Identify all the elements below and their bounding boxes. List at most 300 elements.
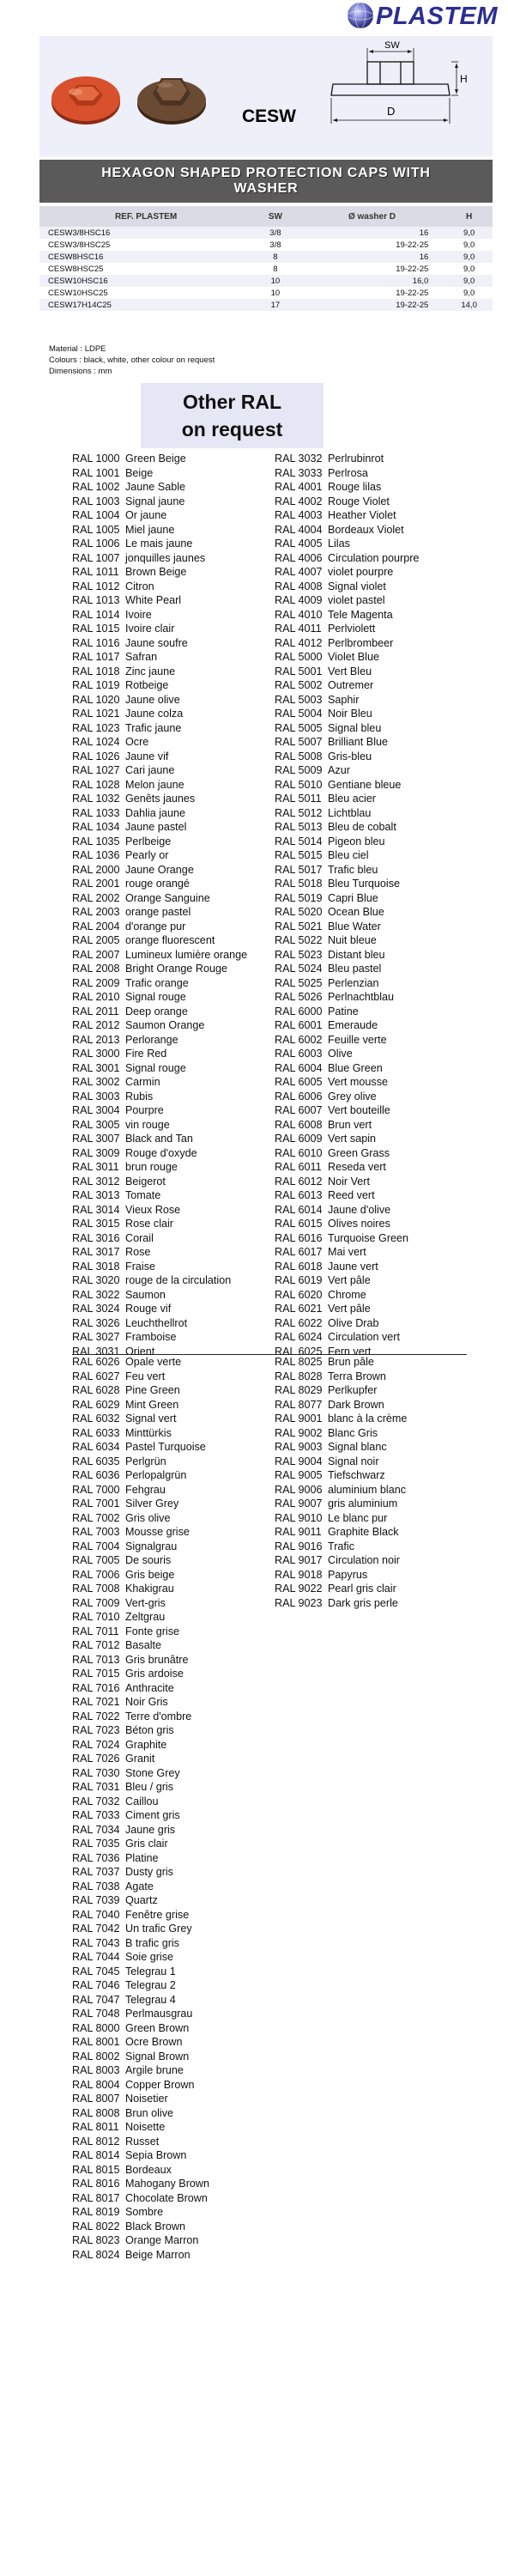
ral-list-item [72, 976, 247, 991]
ral-code: RAL 9011 [275, 1526, 322, 1538]
ral-colour-name: Blue Water [328, 920, 381, 933]
ral-colour-name: gris aluminium [328, 1498, 398, 1510]
ral-colour-name: Blue Green [328, 1061, 383, 1074]
ral-colour-name: d'orange pur [125, 920, 186, 933]
ral-list-item [275, 948, 419, 963]
ral-code: RAL 1007 [72, 551, 120, 564]
ral-list-item [72, 1426, 209, 1441]
table-cell: 14,0 [445, 299, 493, 311]
ral-list-item [275, 1217, 419, 1231]
ral-code: RAL 7022 [72, 1710, 120, 1722]
ral-code: RAL 7036 [72, 1851, 120, 1864]
ral-code: RAL 3013 [72, 1189, 120, 1201]
ral-list-item [72, 466, 247, 481]
ral-colour-name: Signal Brown [125, 2050, 190, 2063]
ral-colour-name: Safran [125, 651, 158, 663]
ral-colour-name: Minttürkis [125, 1426, 172, 1439]
ral-list-item [72, 1302, 247, 1316]
ral-code: RAL 1011 [72, 566, 119, 578]
ral-code: RAL 5009 [275, 764, 323, 776]
ral-code: RAL 5023 [275, 948, 323, 961]
ral-code: RAL 4002 [275, 495, 323, 507]
ral-colour-name: violet pastel [328, 594, 385, 606]
ral-list-item [275, 1175, 419, 1189]
ral-list-item [72, 1738, 209, 1753]
ral-list-item [72, 721, 247, 736]
ral-code: RAL 6014 [275, 1203, 323, 1216]
ral-code: RAL 6005 [275, 1076, 323, 1088]
ral-colour-name: Opale verte [125, 1356, 182, 1368]
ral-colour-name: Vert Bleu [328, 665, 372, 677]
ral-colour-name: Mahogany Brown [125, 2178, 210, 2190]
ral-list-item [275, 580, 419, 594]
ral-colour-name: Ocean Blue [328, 906, 384, 918]
ral-list-item [72, 1978, 209, 1993]
ral-code: RAL 3020 [72, 1274, 120, 1286]
col-header-h: H [445, 206, 493, 227]
ral-list-item [72, 2163, 209, 2178]
ral-code: RAL 1013 [72, 594, 120, 606]
ral-code: RAL 2004 [72, 920, 120, 933]
ral-code: RAL 5018 [275, 878, 323, 890]
ral-colour-name: Sombre [125, 2206, 164, 2218]
ral-colour-name: Signal violet [328, 580, 386, 592]
ral-colour-name: Tele Magenta [328, 608, 393, 621]
ral-colour-name: violet pourpre [328, 566, 394, 578]
ral-colour-name: Jaune Orange [125, 863, 194, 876]
ral-list-item [72, 523, 247, 538]
ral-colour-name: Fenêtre grise [125, 1908, 190, 1921]
ral-code: RAL 3031 [72, 1345, 120, 1358]
ral-code: RAL 7006 [72, 1568, 120, 1581]
ral-list-item [72, 1355, 209, 1370]
table-cell: CESW3/8HSC25 [48, 240, 111, 250]
ral-colour-name: Emeraude [328, 1019, 378, 1031]
ral-list-item [72, 2248, 209, 2263]
ral-code: RAL 5008 [275, 750, 323, 762]
ral-list-item [275, 593, 419, 608]
table-cell: 8 [273, 264, 278, 274]
ral-list-item [72, 920, 247, 934]
ral-list-item [275, 1316, 419, 1331]
ral-list-item [72, 1880, 209, 1894]
ral-list-item [72, 1075, 247, 1090]
ral-code: RAL 5011 [275, 793, 322, 805]
ral-colour-name: Trafic [328, 1540, 355, 1552]
ral-code: RAL 5007 [275, 736, 323, 748]
ral-code: RAL 9017 [275, 1554, 323, 1566]
ral-list-item [275, 1146, 419, 1161]
table-cell: 9,0 [445, 227, 493, 239]
table-cell: 19-22-25 [396, 288, 429, 298]
ral-colour-name: Beigerot [125, 1175, 166, 1188]
ral-code: RAL 5004 [275, 708, 323, 720]
ral-list-item [275, 750, 419, 764]
ral-code: RAL 6015 [275, 1218, 323, 1230]
ral-code: RAL 9002 [275, 1426, 323, 1439]
ral-list-item [72, 2120, 209, 2135]
ral-list-item [275, 1033, 419, 1048]
ral-code: RAL 6035 [72, 1455, 120, 1467]
ral-list-item [72, 1511, 209, 1526]
ral-list-item [72, 792, 247, 806]
ral-colour-name: Orient [125, 1345, 155, 1358]
ral-code: RAL 7026 [72, 1753, 120, 1765]
ral-code: RAL 9005 [275, 1469, 323, 1481]
ral-code: RAL 1020 [72, 693, 120, 706]
ral-colour-name: Signal vert [125, 1413, 177, 1425]
ral-code: RAL 3002 [72, 1076, 120, 1088]
ral-colour-name: Melon jaune [125, 778, 184, 791]
ral-code: RAL 5005 [275, 721, 323, 734]
ral-code: RAL 3003 [72, 1090, 120, 1103]
ral-colour-name: Olive [328, 1048, 353, 1060]
ral-colour-name: Beige Marron [125, 2248, 190, 2261]
ral-code: RAL 4004 [275, 523, 323, 536]
ral-code: RAL 1034 [72, 821, 120, 833]
ral-list-item [275, 693, 419, 708]
ral-code: RAL 8003 [72, 2064, 120, 2076]
table-cell: 10 [270, 288, 281, 298]
ral-list-item [275, 1160, 419, 1175]
ral-list-item [72, 1893, 209, 1908]
red-cap-image [50, 66, 122, 126]
ral-code: RAL 6010 [275, 1146, 323, 1159]
ral-colour-name: Pigeon bleu [328, 835, 385, 848]
ral-list-item [275, 1203, 419, 1218]
ral-list-item [72, 1540, 209, 1554]
ral-colour-name: Brown Beige [125, 566, 187, 578]
ral-colour-name: Noir Vert [328, 1175, 370, 1188]
table-cell: 3/8 [269, 240, 281, 250]
ral-list-item [72, 593, 247, 608]
ral-code: RAL 1026 [72, 750, 120, 762]
ral-code: RAL 7039 [72, 1894, 120, 1906]
ral-list-item [275, 877, 419, 891]
ral-list-item [72, 1260, 247, 1274]
ral-list-item [275, 848, 419, 863]
ral-colour-name: Deep orange [125, 1005, 188, 1018]
ral-colour-name: Carmin [125, 1076, 160, 1088]
ral-colour-name: Violet Blue [328, 651, 379, 663]
ral-list-item [72, 1766, 209, 1781]
ral-list-item [72, 1610, 209, 1625]
ral-code: RAL 5026 [275, 991, 323, 1003]
ral-code: RAL 9010 [275, 1511, 323, 1524]
ral-list-item [72, 2078, 209, 2093]
ral-colour-name: Dark Brown [328, 1398, 384, 1411]
ral-colour-name: Black Brown [125, 2220, 185, 2233]
ral-colour-name: Leuchthellrot [125, 1316, 188, 1329]
ral-code: RAL 7004 [72, 1540, 120, 1552]
ral-list-item [275, 1370, 407, 1384]
ral-list-item [275, 1090, 419, 1104]
ral-colour-name: Mai vert [328, 1246, 366, 1258]
ral-list-item [275, 1426, 407, 1441]
ral-colour-name: Perlgrün [125, 1455, 166, 1467]
ral-list-item [275, 835, 419, 849]
ral-list-item [72, 1936, 209, 1951]
ral-colour-name: Trafic bleu [328, 863, 378, 876]
ral-code: RAL 1002 [72, 481, 120, 493]
ral-list-item [72, 1330, 247, 1345]
ral-colour-name: Jaune d'olive [328, 1203, 391, 1216]
ral-colour-name: Noisette [125, 2121, 166, 2133]
ral-colour-name: Beige [125, 466, 154, 479]
table-cell: 16,0 [299, 275, 446, 287]
ral-list-item [275, 1440, 407, 1455]
ral-colour-name: Gris beige [125, 1568, 175, 1581]
ral-colour-name: Perlnachtblau [328, 991, 395, 1003]
ral-colour-name: Vert pâle [328, 1303, 371, 1315]
ral-list-item [72, 678, 247, 693]
ral-list-item [275, 1455, 407, 1469]
ral-code: RAL 8024 [72, 2248, 120, 2261]
table-row [39, 275, 493, 287]
ral-colour-name: Dark gris perle [328, 1596, 398, 1609]
ral-colour-name: Distant bleu [328, 948, 385, 961]
ral-list-item [275, 1511, 407, 1526]
ral-colour-name: Pourpre [125, 1104, 164, 1116]
ral-colour-name: Gentiane bleue [328, 778, 402, 791]
ral-code: RAL 6028 [72, 1384, 120, 1396]
ral-code: RAL 1032 [72, 793, 120, 805]
ral-code: RAL 4011 [275, 623, 322, 635]
ral-colour-name: Fraise [125, 1260, 155, 1273]
ral-code: RAL 1014 [72, 608, 120, 621]
ral-code: RAL 8077 [275, 1398, 323, 1411]
ral-list-item [72, 1553, 209, 1568]
ral-code: RAL 6024 [275, 1331, 323, 1343]
ral-list-item [275, 820, 419, 835]
ral-list-item [72, 835, 247, 849]
ral-code: RAL 7044 [72, 1951, 120, 1963]
table-cell: 9,0 [463, 264, 475, 274]
brown-cap-image [136, 66, 208, 126]
ral-code: RAL 1023 [72, 721, 120, 734]
ral-colour-name: Saumon Orange [125, 1019, 205, 1031]
ral-code: RAL 2003 [72, 906, 120, 918]
ral-code: RAL 5013 [275, 821, 323, 833]
ral-code: RAL 1003 [72, 495, 120, 507]
ral-list-item [72, 1823, 209, 1838]
ral-colour-name: brun rouge [125, 1161, 178, 1173]
ral-list-item [72, 1653, 209, 1668]
ral-code: RAL 7032 [72, 1795, 120, 1807]
ral-list-item [72, 1837, 209, 1851]
ral-colour-name: Rose clair [125, 1218, 173, 1230]
banner-line-1: HEXAGON SHAPED PROTECTION CAPS WITH [101, 166, 431, 180]
ral-code: RAL 8023 [72, 2234, 120, 2246]
ral-colour-name: Noisetier [125, 2093, 168, 2105]
table-cell: 16 [299, 227, 446, 239]
ral-code: RAL 6026 [72, 1356, 120, 1368]
ral-code: RAL 7048 [72, 2008, 120, 2020]
ral-list-item [72, 565, 247, 580]
ral-colour-name: Green Grass [328, 1146, 390, 1159]
ral-list-item [275, 763, 419, 778]
ral-colour-name: Jaune pastel [125, 821, 187, 833]
ral-list-item [72, 1483, 209, 1498]
ral-list-item [72, 1033, 247, 1048]
ral-code: RAL 8008 [72, 2106, 120, 2119]
ral-code: RAL 5014 [275, 835, 323, 848]
ral-colour-name: Soie grise [125, 1951, 174, 1963]
ral-colour-name: orange pastel [125, 906, 191, 918]
ral-colour-name: Miel jaune [125, 523, 175, 536]
ral-colour-name: jonquilles jaunes [125, 551, 206, 564]
ral-colour-name: Brun vert [328, 1118, 372, 1131]
ral-list-item [72, 1795, 209, 1809]
ral-colour-name: Pastel Turquoise [125, 1441, 206, 1453]
ral-colour-name: Circulation noir [328, 1554, 400, 1566]
ral-colour-name: Jaune soufre [125, 636, 188, 649]
ral-list-item [72, 1061, 247, 1076]
ral-list-item [72, 1118, 247, 1133]
ral-colour-name: Le mais jaune [125, 538, 193, 550]
ral-list-item [72, 1922, 209, 1936]
ral-list-item [275, 1047, 419, 1061]
ral-code: RAL 6034 [72, 1441, 120, 1453]
ral-code: RAL 6020 [275, 1288, 323, 1301]
ral-colour-name: Vieux Rose [125, 1203, 181, 1216]
ral-list-item [275, 792, 419, 806]
ral-colour-name: Ivoire clair [125, 623, 175, 635]
ral-colour-name: Tiefschwarz [328, 1469, 385, 1481]
dimensions-note: Dimensions : mm [49, 367, 112, 376]
ral-list-item [72, 608, 247, 623]
ral-code: RAL 5022 [275, 934, 323, 946]
ral-list-item [72, 2063, 209, 2078]
ral-colour-name: Jaune colza [125, 708, 184, 720]
ral-list-item [72, 693, 247, 708]
ral-list-item [275, 735, 419, 750]
ral-code: RAL 4007 [275, 566, 323, 578]
ral-code: RAL 1006 [72, 538, 120, 550]
ral-code: RAL 7009 [72, 1596, 120, 1609]
ral-colour-name: Pearl gris clair [328, 1583, 396, 1595]
ral-colour-name: blanc à la crème [328, 1413, 408, 1425]
ral-colour-name: Signal noir [328, 1455, 379, 1467]
ral-list-item [72, 2050, 209, 2064]
ral-colour-name: Bordeaux [125, 2163, 172, 2176]
ral-code: RAL 7043 [72, 1936, 120, 1949]
ral-list-item [72, 1681, 209, 1696]
ral-code: RAL 2008 [72, 963, 120, 975]
ral-code: RAL 1024 [72, 736, 120, 748]
ral-colour-name: Telegrau 1 [125, 1965, 176, 1978]
ral-code: RAL 2002 [72, 891, 120, 904]
ral-code: RAL 7010 [72, 1611, 120, 1623]
ral-list-item [275, 707, 419, 721]
ral-code: RAL 5010 [275, 778, 323, 791]
ral-list-item [275, 1075, 419, 1090]
ral-list-item [275, 1468, 407, 1483]
ral-code: RAL 3014 [72, 1203, 120, 1216]
ral-code: RAL 7045 [72, 1965, 120, 1978]
ral-list-column-1 [72, 452, 247, 1358]
ral-colour-name: Graphite Black [328, 1526, 399, 1538]
ral-colour-name: Chocolate Brown [125, 2191, 208, 2204]
table-cell: CESW8HSC25 [48, 264, 104, 274]
ral-colour-name: Tomate [125, 1189, 161, 1201]
ral-list-item [275, 1596, 407, 1611]
ral-list-item [72, 1582, 209, 1596]
ral-code: RAL 4010 [275, 608, 323, 621]
ral-code: RAL 3005 [72, 1118, 120, 1131]
ral-list-item [275, 508, 419, 523]
ral-list-item [275, 636, 419, 651]
ral-list-item [72, 1596, 209, 1611]
ral-code: RAL 7040 [72, 1908, 120, 1921]
ral-code: RAL 8019 [72, 2206, 120, 2218]
ral-colour-name: Patine [328, 1005, 359, 1018]
ral-code: RAL 9006 [275, 1483, 323, 1496]
ral-code: RAL 8007 [72, 2093, 120, 2105]
ral-list-item [72, 1316, 247, 1331]
ral-list-item [275, 1061, 419, 1076]
ral-list-item [72, 2233, 209, 2248]
ral-list-item [72, 1950, 209, 1965]
ral-colour-name: Perlkupfer [328, 1384, 378, 1396]
table-cell: CESW17H14C25 [39, 299, 252, 311]
ral-code: RAL 6009 [275, 1133, 323, 1145]
ral-list-item [72, 1965, 209, 1979]
ral-code: RAL 3009 [72, 1146, 120, 1159]
ral-colour-name: Jaune olive [125, 693, 180, 706]
ral-colour-name: Khakigrau [125, 1583, 174, 1595]
ral-list-item [72, 2148, 209, 2163]
ral-colour-name: Granit [125, 1753, 155, 1765]
ral-code: RAL 7012 [72, 1639, 120, 1651]
ral-code: RAL 1027 [72, 764, 120, 776]
ral-colour-name: Citron [125, 580, 154, 592]
ral-code: RAL 3018 [72, 1260, 120, 1273]
ral-list-item [275, 608, 419, 623]
ral-colour-name: Capri Blue [328, 891, 378, 904]
ral-list-item [275, 622, 419, 636]
ral-list-item [72, 848, 247, 863]
table-row [39, 287, 493, 299]
ral-list-item [72, 1245, 247, 1260]
ral-colour-name: Stone Grey [125, 1766, 180, 1779]
ral-colour-name: Mousse grise [125, 1526, 190, 1538]
ral-list-item [72, 1273, 247, 1288]
ral-list-item [275, 678, 419, 693]
ral-code: RAL 6016 [275, 1231, 323, 1244]
ral-colour-name: Genêts jaunes [125, 793, 196, 805]
ral-colour-name: Jaune Sable [125, 481, 186, 493]
col-header-sw: SW [252, 206, 299, 227]
ral-colour-name: Dusty gris [125, 1866, 173, 1878]
ral-colour-name: Black and Tan [125, 1133, 193, 1145]
table-cell: CESW8HSC16 [39, 251, 252, 263]
ral-list-item [72, 933, 247, 948]
ral-code: RAL 7047 [72, 1993, 120, 2006]
ral-list-item [72, 2220, 209, 2234]
ral-colour-name: Argile brune [125, 2064, 184, 2076]
ral-colour-name: Russet [125, 2135, 160, 2148]
ral-list-item [275, 905, 419, 920]
table-cell: 9,0 [445, 251, 493, 263]
ral-code: RAL 9022 [275, 1583, 323, 1595]
ral-code: RAL 6012 [275, 1175, 323, 1188]
ral-list-item [72, 622, 247, 636]
table-cell: 9,0 [463, 288, 475, 298]
ral-colour-name: Gris ardoise [125, 1668, 184, 1680]
ral-code: RAL 7002 [72, 1511, 120, 1524]
ral-code: RAL 6000 [275, 1005, 323, 1018]
